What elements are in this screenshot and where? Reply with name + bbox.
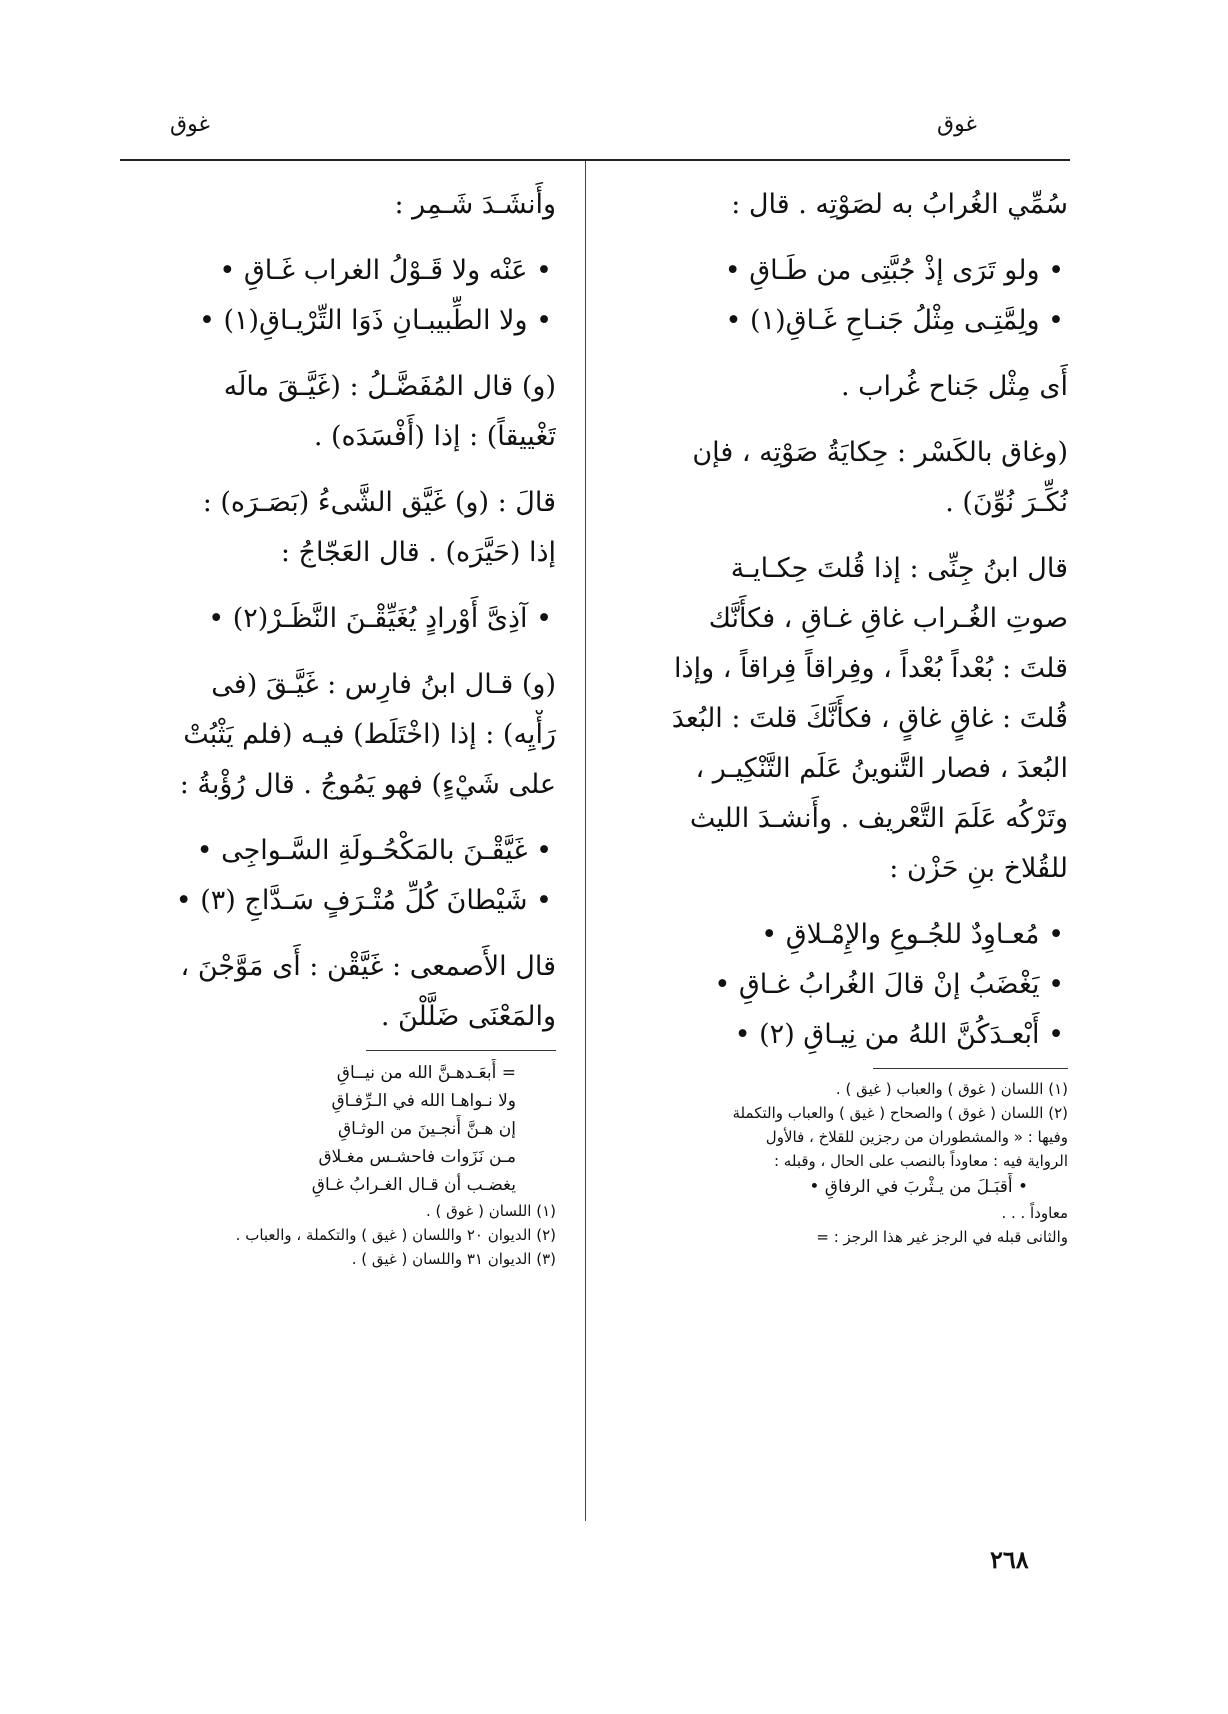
text-line: قلتَ : بُعْداً بُعْداً ، وفِراقاً فِراقاً ، وإذا [674,653,1068,684]
footnote-line: وفيها : « والمشطوران من رجزين للقلاخ ، فالأول [765,1128,1068,1146]
text-line: صوتِ الغُـراب غاقِ غـاقِ ، فكأَنَّك [708,603,1068,634]
footnote-line: والثانى قبله في الرجز غير هذا الرجز : = [816,1228,1068,1246]
text-line: وتَرْكُه عَلَمَ التَّعْريف . وأَنشـدَ الليث [689,803,1068,834]
footnote-line: الرواية فيه : معاوداً بالنصب على الحال ، وقبله : [773,1152,1068,1170]
text-line: للقُلاخ بنِ حَزْن : [889,853,1068,884]
text-line: قال ابنُ جِنِّى : إذا قُلتَ حِكـايـة [730,553,1068,584]
verse-line: • أَبْعـدَكُنَّ اللهُ من نِيـاقِ (٢) • [734,1019,1064,1050]
footnote-line: معاوداً . . . [1001,1204,1068,1222]
footnote-line: (١) اللسان ( غوق ) والعباب ( غيق ) . [835,1080,1068,1098]
footnote-line: (٣) الديوان ٣١ واللسان ( غيق ) . [351,1250,556,1268]
footnote-verse: إن هـنَّ أَنجـينَ من الوثـاقِ [337,1119,516,1139]
footnote-verse: = أَبعَـدهـنَّ الله من نيــاقِ [336,1063,516,1083]
text-line: قالَ : (و) غَيَّق الشَّىءُ (بَصَـرَه) : [202,487,556,518]
text-line: البُعدَ ، فصار التَّنوينُ عَلَم التَّنْكِيـر ، [695,753,1068,784]
verse-line: • مُعـاوِدٌ للجُـوعِ والإِمْـلاقِ • [761,919,1064,950]
header-word-left: غوق [170,112,210,137]
verse-line: • شَيْطانَ كُلِّ مُتْـرَفٍ سَـدَّاجِ (٣) • [175,885,552,916]
text-line: سُمِّي الغُرابُ به لصَوْتِه . قال : [731,189,1068,220]
header-word-right: غوق [937,112,977,137]
text-line: أَى مِثْل جَناح غُراب . [840,371,1068,402]
text-line: (و) قـال ابنُ فارِس : غَيَّـقَ (فى [211,669,556,700]
verse-line: • غَيَّقْـنَ بالمَكْحُـولَةِ السَّـواجِى • [196,835,552,866]
footnote-rule [873,1068,1068,1069]
footnote-verse: يغضـب أن قـال الغـرابُ غـاقِ [311,1175,516,1195]
footnote-verse: ولا نـواهـا الله في الـرِّفـاقِ [331,1091,516,1111]
text-line: قُلتَ : غاقٍ غاقٍ ، فكأَنَّكَ قلتَ : البُعدَ [671,703,1068,734]
verse-line: • ولا الطِّبيبـانِ ذَوَا التِّرْيـاقِ(١) • [198,305,552,336]
verse-line: • عَنْه ولا قَـوْلُ الغراب غَـاقِ • [219,255,552,286]
text-line: (و) قال المُفَضَّـلُ : (غَيَّـقَ مالَه [223,371,556,402]
verse-line: • يَغْضَبُ إنْ قالَ الغُرابُ غـاقِ • [714,969,1064,1000]
verse-line: • ولو تَرَى إذْ جُبَّتِى من طَـاقِ • [724,255,1064,286]
text-line: تَغْييقاً) : إذا (أَفْسَدَه) . [313,421,556,452]
header-rule [120,159,1070,161]
text-line: (وغاق بالكَسْر : حِكايَةُ صَوْتِه ، فإن [692,437,1068,468]
verse-line: • ولِمَّتِـى مِثْلُ جَنـاحِ غَـاقِ(١) • [725,305,1064,336]
text-line: وأَنشَـدَ شَـمِر : [394,189,556,220]
footnote-verse: مـن نَزَوات فاحشـس مغـلاق [318,1147,516,1167]
left-column [118,180,556,1271]
text-line: والمَعْنَى ضَلَّلْنَ . [380,1001,556,1032]
page-number: ٢٦٨ [990,1545,1029,1574]
text-line: قال الأَصمعى : غَيَّقْن : أَى مَوَّجْنَ ، [180,951,556,982]
text-line: نُكِّـرَ نُوِّنَ) . [945,487,1068,518]
footnote-line: (٢) اللسان ( غوق ) والصحاح ( غيق ) والعباب والتكملة [732,1104,1068,1122]
footnote-line: (١) اللسان ( غوق ) . [426,1202,556,1220]
text-line: رَأْيِه) : إذا (اخْتَلَط) فيـه (فلم يَثْبُتْ [183,719,556,750]
footnote-rule [366,1050,556,1051]
text-line: على شَيْءٍ) فهو يَمُوجُ . قال رُؤْبةُ : [179,769,556,800]
text-line: إذا (حَيَّرَه) . قال العَجّاجُ : [280,537,556,568]
footnote-verse: • أَقبَـلَ من يـثْربَ في الرفاقِ • [809,1177,1028,1197]
verse-line: • آذِىَّ أَوْرادٍ يُغَيِّقْـنَ النَّظَـرْ(٢) • [208,603,552,634]
column-divider [585,161,586,1521]
right-column [598,180,1068,1249]
footnote-line: (٢) الديوان ٢٠ واللسان ( غيق ) والتكملة ، والعباب . [235,1226,556,1244]
